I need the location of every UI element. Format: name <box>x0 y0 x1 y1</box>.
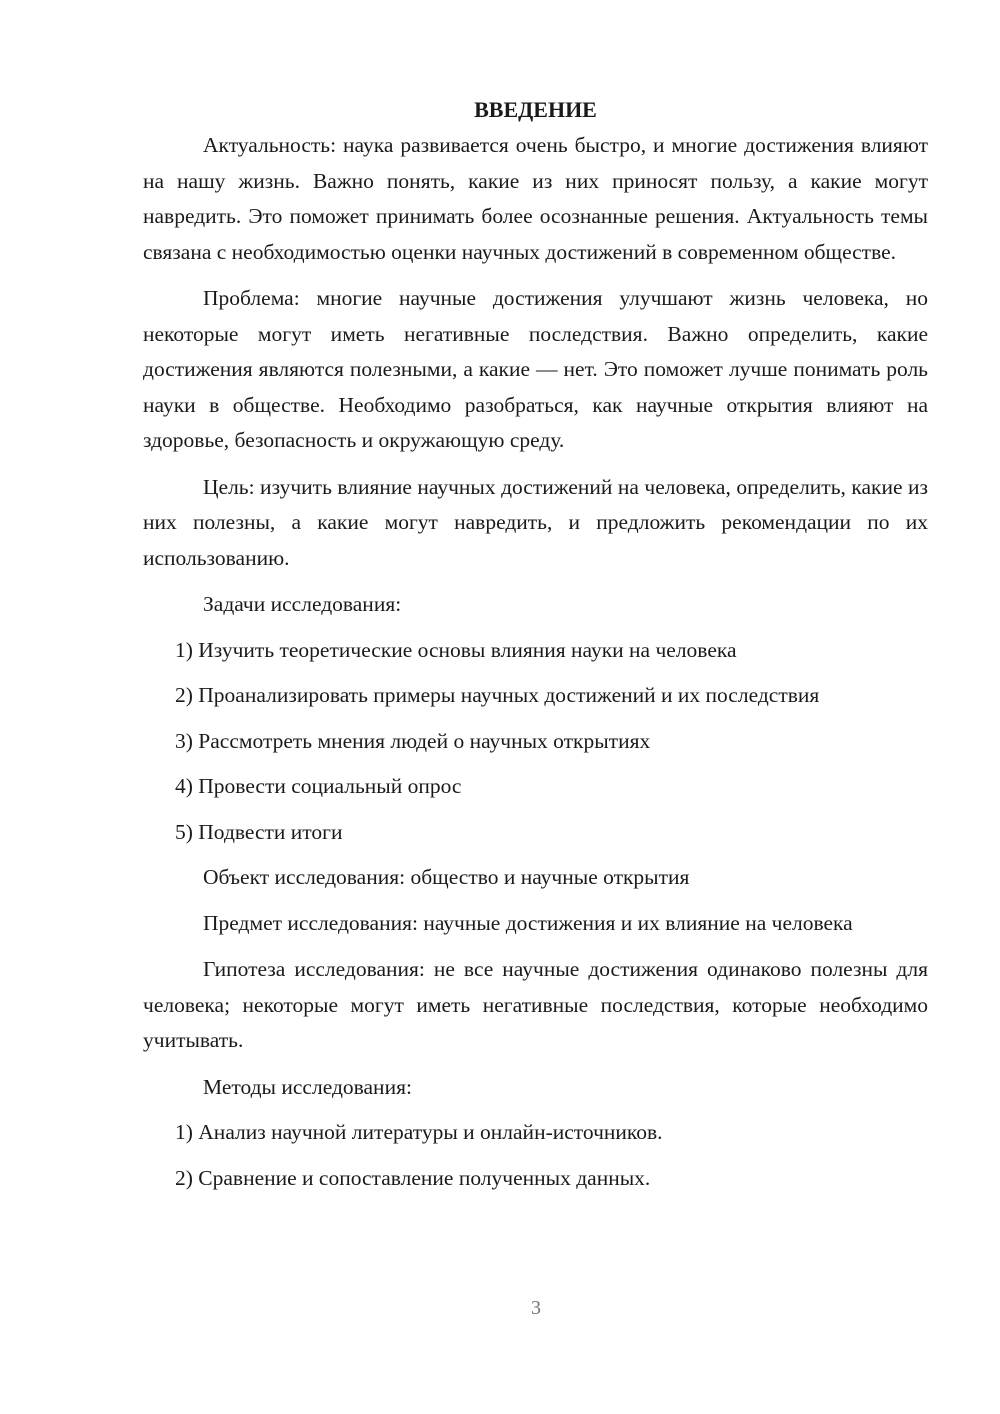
goal-paragraph: Цель: изучить влияние научных достижений на человека, определить, какие из них полезны, а какие могут навредить, и предложить рекомендации по их использованию. <box>143 474 928 570</box>
document-page <box>143 92 928 1206</box>
list-item: 3) Рассмотреть мнения людей о научных открытиях <box>175 728 651 753</box>
list-item: 4) Провести социальный опрос <box>175 774 462 798</box>
list-item: 5) Подвести итоги <box>175 819 343 844</box>
page-number: 3 <box>531 1297 541 1319</box>
list-item: 2) Сравнение и сопоставление полученных данных. <box>175 1165 651 1190</box>
tasks-heading: Задачи исследования: <box>203 592 402 616</box>
methods-heading: Методы исследования: <box>203 1074 412 1099</box>
problem-paragraph: Проблема: многие научные достижения улучшают жизнь человека, но некоторые могут иметь негативные последствия. Важно определить, какие достижения являются полезными, а какие — нет. Это поможет лучше понимать роль науки в обществе. Необходимо разобраться, как научные открытия влияют на здоровье, безопасность и окружающую среду. <box>143 286 928 452</box>
page-title: ВВЕДЕНИЕ <box>474 97 597 122</box>
subject-paragraph: Предмет исследования: научные достижения и их влияние на человека <box>203 910 853 935</box>
list-item: 2) Проанализировать примеры научных достижений и их последствия <box>175 683 820 707</box>
tasks-list <box>143 633 928 851</box>
list-item: 1) Анализ научной литературы и онлайн-источников. <box>175 1120 663 1144</box>
relevance-paragraph: Актуальность: наука развивается очень быстро, и многие достижения влияют на нашу жизнь. Важно понять, какие из них приносят пользу, а какие могут навредить. Это поможет принимать более осознанные решения. Актуальность темы связана с необходимостью оценки научных достижений в современном обществе. <box>143 133 928 264</box>
hypothesis-paragraph: Гипотеза исследования: не все научные достижения одинаково полезны для человека; некоторые могут иметь негативные последствия, которые необходимо учитывать. <box>143 957 928 1052</box>
methods-list <box>143 1115 928 1196</box>
object-paragraph: Объект исследования: общество и научные открытия <box>203 865 690 889</box>
list-item: 1) Изучить теоретические основы влияния науки на человека <box>175 637 737 662</box>
